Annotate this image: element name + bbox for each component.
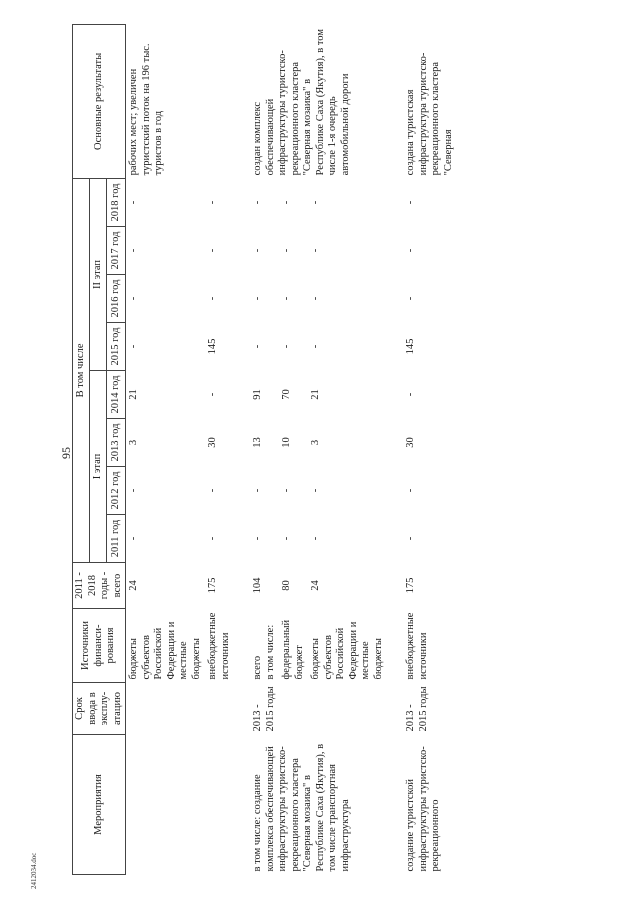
value-cell: - <box>128 296 139 301</box>
total-cell: 175 <box>405 577 416 594</box>
result-cell <box>205 24 234 178</box>
table-row <box>126 24 206 874</box>
value-cell: - <box>310 536 321 541</box>
value-cell: - <box>252 248 263 253</box>
value-cell: - <box>207 488 218 493</box>
value-cell: - <box>405 536 416 541</box>
value-cell: - <box>128 248 139 253</box>
total-cell: 175 <box>207 577 218 594</box>
value-cell: 21 <box>310 389 321 400</box>
header-year-2018: 2018 год <box>107 178 126 226</box>
header-year-2017: 2017 год <box>107 227 126 275</box>
value-cell: - <box>310 248 321 253</box>
header-year-2012: 2012 год <box>107 467 126 515</box>
total-cell: 24 <box>128 580 139 591</box>
value-cell: - <box>128 488 139 493</box>
header-year-2016: 2016 год <box>107 275 126 323</box>
header-year-2011: 2011 год <box>107 515 126 563</box>
value-cell: - <box>207 296 218 301</box>
value-cell: - <box>207 248 218 253</box>
value-cell: - <box>310 200 321 205</box>
value-cell: - <box>310 344 321 349</box>
source-label: всего <box>252 655 263 680</box>
value-cell: - <box>281 344 292 349</box>
result-cell: рабочих мест; увеличен туристский поток на 196 тыс. туристов в год <box>128 43 164 176</box>
source-cell <box>250 609 279 683</box>
header-sources: Источники финанси- рования <box>73 609 126 683</box>
source-cell: внебюджетные источники <box>405 612 429 680</box>
value-cell: - <box>405 248 416 253</box>
total-cell: 104 <box>252 577 263 594</box>
document-code: 2412034.doc <box>30 852 38 889</box>
source-cell: бюджеты субъектов Российской Федерации и местные бюджеты <box>128 621 202 680</box>
value-cell: - <box>252 488 263 493</box>
value-cell: 30 <box>405 437 416 448</box>
header-measures: Мероприятия <box>73 735 126 875</box>
source-cell: бюджеты субъектов Российской Федерации и местные бюджеты <box>310 621 384 680</box>
term-cell: 2013 - 2015 годы <box>252 686 276 732</box>
header-year-2014: 2014 год <box>107 371 126 419</box>
value-cell: - <box>252 200 263 205</box>
source-sublabel: в том числе: <box>264 624 276 680</box>
result-cell: создана туристская инфраструктура туристско-рекреационного кластера "Северная <box>405 52 454 176</box>
value-cell: - <box>128 200 139 205</box>
total-cell: 80 <box>281 580 292 591</box>
term-cell <box>205 683 234 735</box>
value-cell: - <box>405 488 416 493</box>
header-results: Основные результаты <box>73 24 126 178</box>
value-cell: - <box>281 200 292 205</box>
value-cell: - <box>207 392 218 397</box>
value-cell: 10 <box>281 437 292 448</box>
term-cell: 2013 - 2015 годы <box>405 686 429 732</box>
value-cell: - <box>252 536 263 541</box>
header-year-2015: 2015 год <box>107 323 126 371</box>
header-year-2013: 2013 год <box>107 419 126 467</box>
total-cell: 24 <box>310 580 321 591</box>
page-number: 95 <box>59 447 73 459</box>
result-cell: создан комплекс обеспечивающей инфраструктуры туристско-рекреационного кластера "Северная мозаика" в Республике Саха (Якутия), в том числе 1-я очередь автомобильной дороги <box>252 29 351 176</box>
value-cell: - <box>207 200 218 205</box>
value-cell: - <box>405 296 416 301</box>
value-cell: - <box>207 536 218 541</box>
measure-cell: в том числе: создание комплекса обеспечивающей инфраструктуры туристско-рекреационного кластера "Северная мозаика" в Республике Саха (Якутия), в том числе транспортная инфраструктура <box>252 743 351 872</box>
term-cell <box>126 683 206 735</box>
funding-table <box>72 24 457 875</box>
rotated-table-area <box>72 25 577 875</box>
value-cell: - <box>281 248 292 253</box>
value-cell: 3 <box>128 439 139 446</box>
value-cell: - <box>128 536 139 541</box>
value-cell: 3 <box>310 439 321 446</box>
source-cell: федеральный бюджет <box>281 619 305 680</box>
value-cell: 91 <box>252 389 263 400</box>
value-cell: - <box>310 488 321 493</box>
source-cell: внебюджетные источники <box>207 612 231 680</box>
row-spacer <box>387 24 403 874</box>
value-cell: - <box>252 296 263 301</box>
value-cell: 21 <box>128 389 139 400</box>
measure-cell <box>205 735 234 875</box>
value-cell: - <box>128 344 139 349</box>
table-row <box>205 24 234 874</box>
header-term: Срок ввода в эксплу- атацию <box>73 683 126 735</box>
table-row <box>250 24 279 874</box>
header-stage-2: II этап <box>90 178 107 370</box>
value-cell: 30 <box>207 437 218 448</box>
value-cell: - <box>405 392 416 397</box>
header-including: В том числе <box>73 178 90 562</box>
value-cell: - <box>310 296 321 301</box>
value-cell: 70 <box>281 389 292 400</box>
table-row <box>403 24 457 874</box>
value-cell: - <box>281 536 292 541</box>
value-cell: 145 <box>207 338 218 355</box>
header-total: 2011 - 2018 годы - всего <box>73 563 126 609</box>
value-cell: 145 <box>405 338 416 355</box>
measure-cell <box>126 735 206 875</box>
value-cell: 13 <box>252 437 263 448</box>
measure-cell: создание туристской инфраструктуры туристско-рекреационного <box>405 746 441 872</box>
value-cell: - <box>281 488 292 493</box>
header-stage-1: I этап <box>90 371 107 563</box>
value-cell: - <box>405 200 416 205</box>
value-cell: - <box>281 296 292 301</box>
value-cell: - <box>252 344 263 349</box>
row-spacer <box>234 24 250 874</box>
